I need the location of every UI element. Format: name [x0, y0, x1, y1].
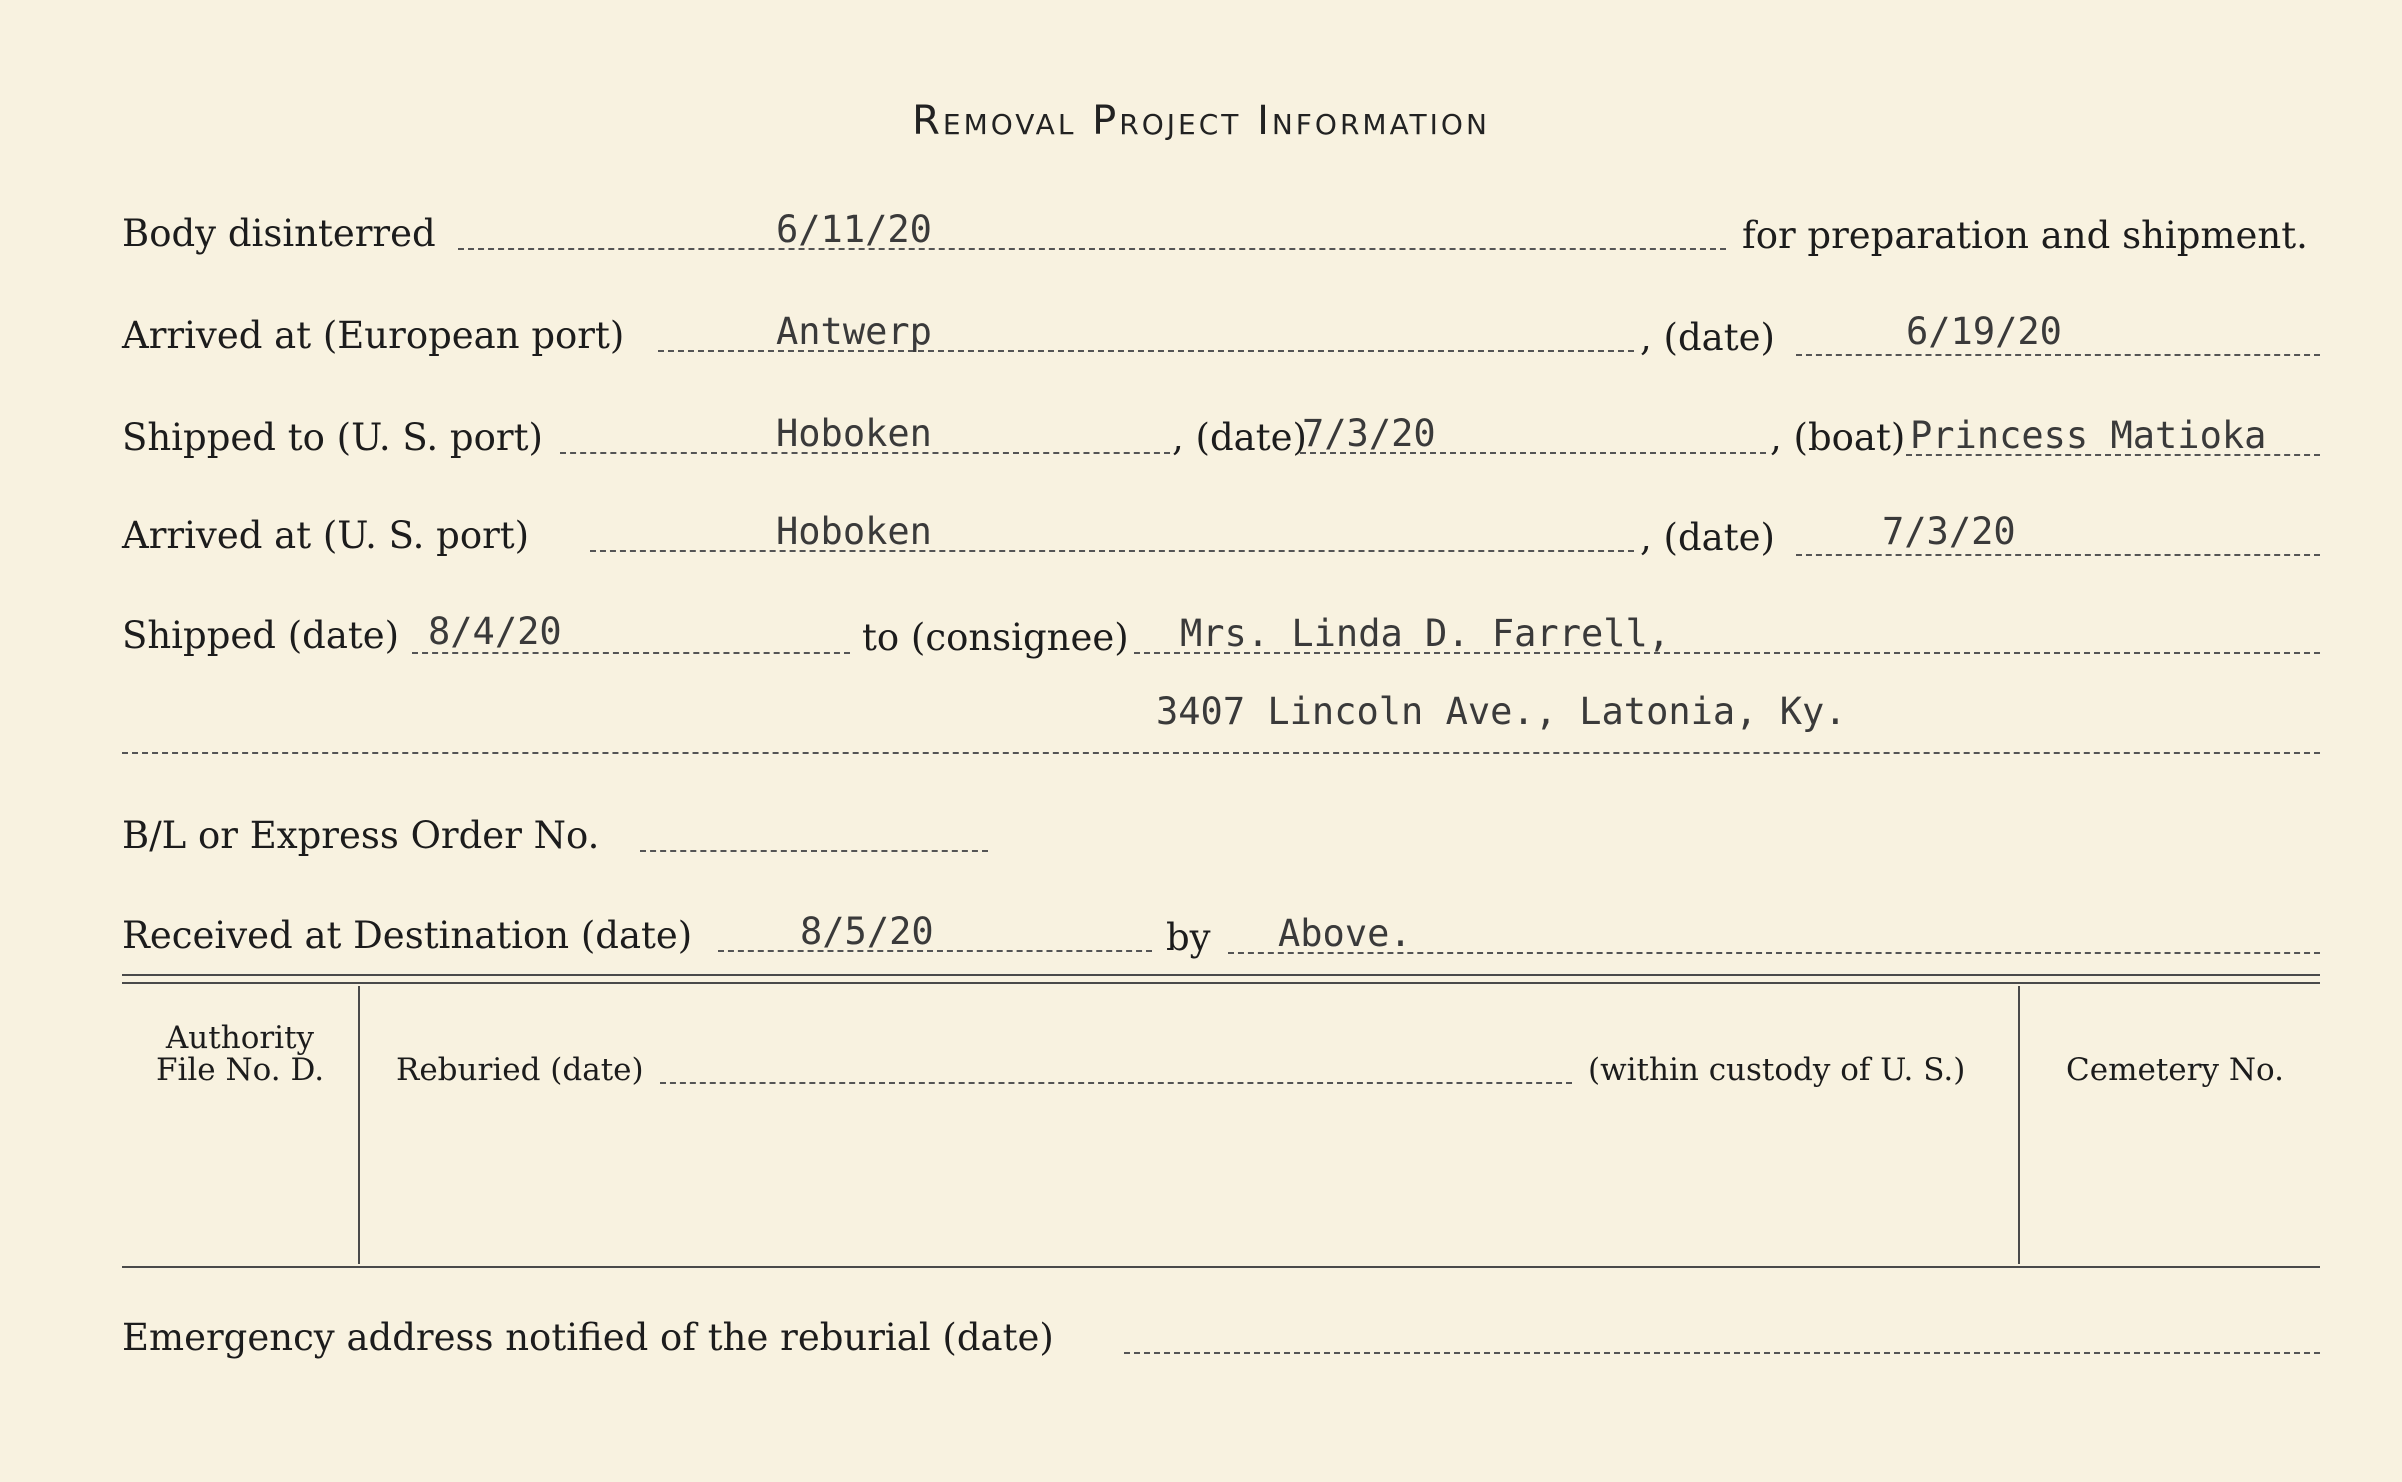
shipped-date: 8/4/20: [428, 610, 562, 653]
box-divider-right: [2018, 986, 2020, 1264]
box-bottom-rule: [122, 1266, 2320, 1268]
address-line: [122, 752, 2320, 754]
arrived-european-label: Arrived at (European port): [122, 314, 625, 357]
bl-order-label: B/L or Express Order No.: [122, 814, 600, 857]
shipped-to-us-port: Hoboken: [776, 412, 932, 455]
shipped-to-us-boat-label: , (boat): [1770, 416, 1906, 459]
received-label: Received at Destination (date): [122, 914, 693, 957]
consignee-name: Mrs. Linda D. Farrell,: [1180, 612, 1671, 655]
received-date-line: [718, 950, 1152, 952]
received-by-label: by: [1166, 916, 1211, 959]
box-top-rule-1: [122, 974, 2320, 976]
emergency-line: [1124, 1352, 2320, 1354]
shipped-to-us-boat: Princess Matioka: [1910, 414, 2267, 457]
box-divider-left: [358, 986, 360, 1264]
custody-label: (within custody of U. S.): [1588, 1052, 1966, 1088]
authority-label-2: File No. D.: [155, 1052, 325, 1088]
shipped-to-us-date: 7/3/20: [1302, 412, 1436, 455]
shipped-date-label: Shipped (date): [122, 614, 400, 657]
emergency-label: Emergency address notified of the reburial (date): [122, 1316, 1054, 1359]
arrived-us-date: 7/3/20: [1882, 510, 2016, 553]
arrived-european-date-line: [1796, 354, 2320, 356]
shipped-to-us-label: Shipped to (U. S. port): [122, 416, 543, 459]
card-title: Removal Project Information: [912, 98, 1490, 144]
received-by: Above.: [1278, 912, 1412, 955]
reburied-line: [660, 1082, 1572, 1084]
body-disinterred-line: [458, 248, 1726, 250]
box-top-rule-2: [122, 982, 2320, 984]
shipped-to-us-date-label: , (date): [1172, 416, 1307, 459]
bl-order-line: [640, 850, 988, 852]
reburied-label: Reburied (date): [396, 1052, 644, 1088]
arrived-us-port: Hoboken: [776, 510, 932, 553]
received-date: 8/5/20: [800, 910, 934, 953]
consignee-label: to (consignee): [862, 616, 1129, 659]
body-disinterred-suffix: for preparation and shipment.: [1742, 214, 2308, 257]
arrived-us-label: Arrived at (U. S. port): [122, 514, 530, 557]
consignee-address: 3407 Lincoln Ave., Latonia, Ky.: [1156, 690, 1847, 733]
body-disinterred-label: Body disinterred: [122, 212, 436, 255]
body-disinterred-date: 6/11/20: [776, 208, 932, 251]
cemetery-no-label: Cemetery No.: [2066, 1052, 2284, 1088]
arrived-us-port-line: [590, 550, 1634, 552]
authority-label-1: Authority: [165, 1020, 315, 1056]
arrived-european-date-label: , (date): [1640, 316, 1775, 359]
arrived-us-date-line: [1796, 554, 2320, 556]
arrived-european-date: 6/19/20: [1906, 310, 2062, 353]
arrived-european-port: Antwerp: [776, 310, 932, 353]
arrived-us-date-label: , (date): [1640, 516, 1775, 559]
